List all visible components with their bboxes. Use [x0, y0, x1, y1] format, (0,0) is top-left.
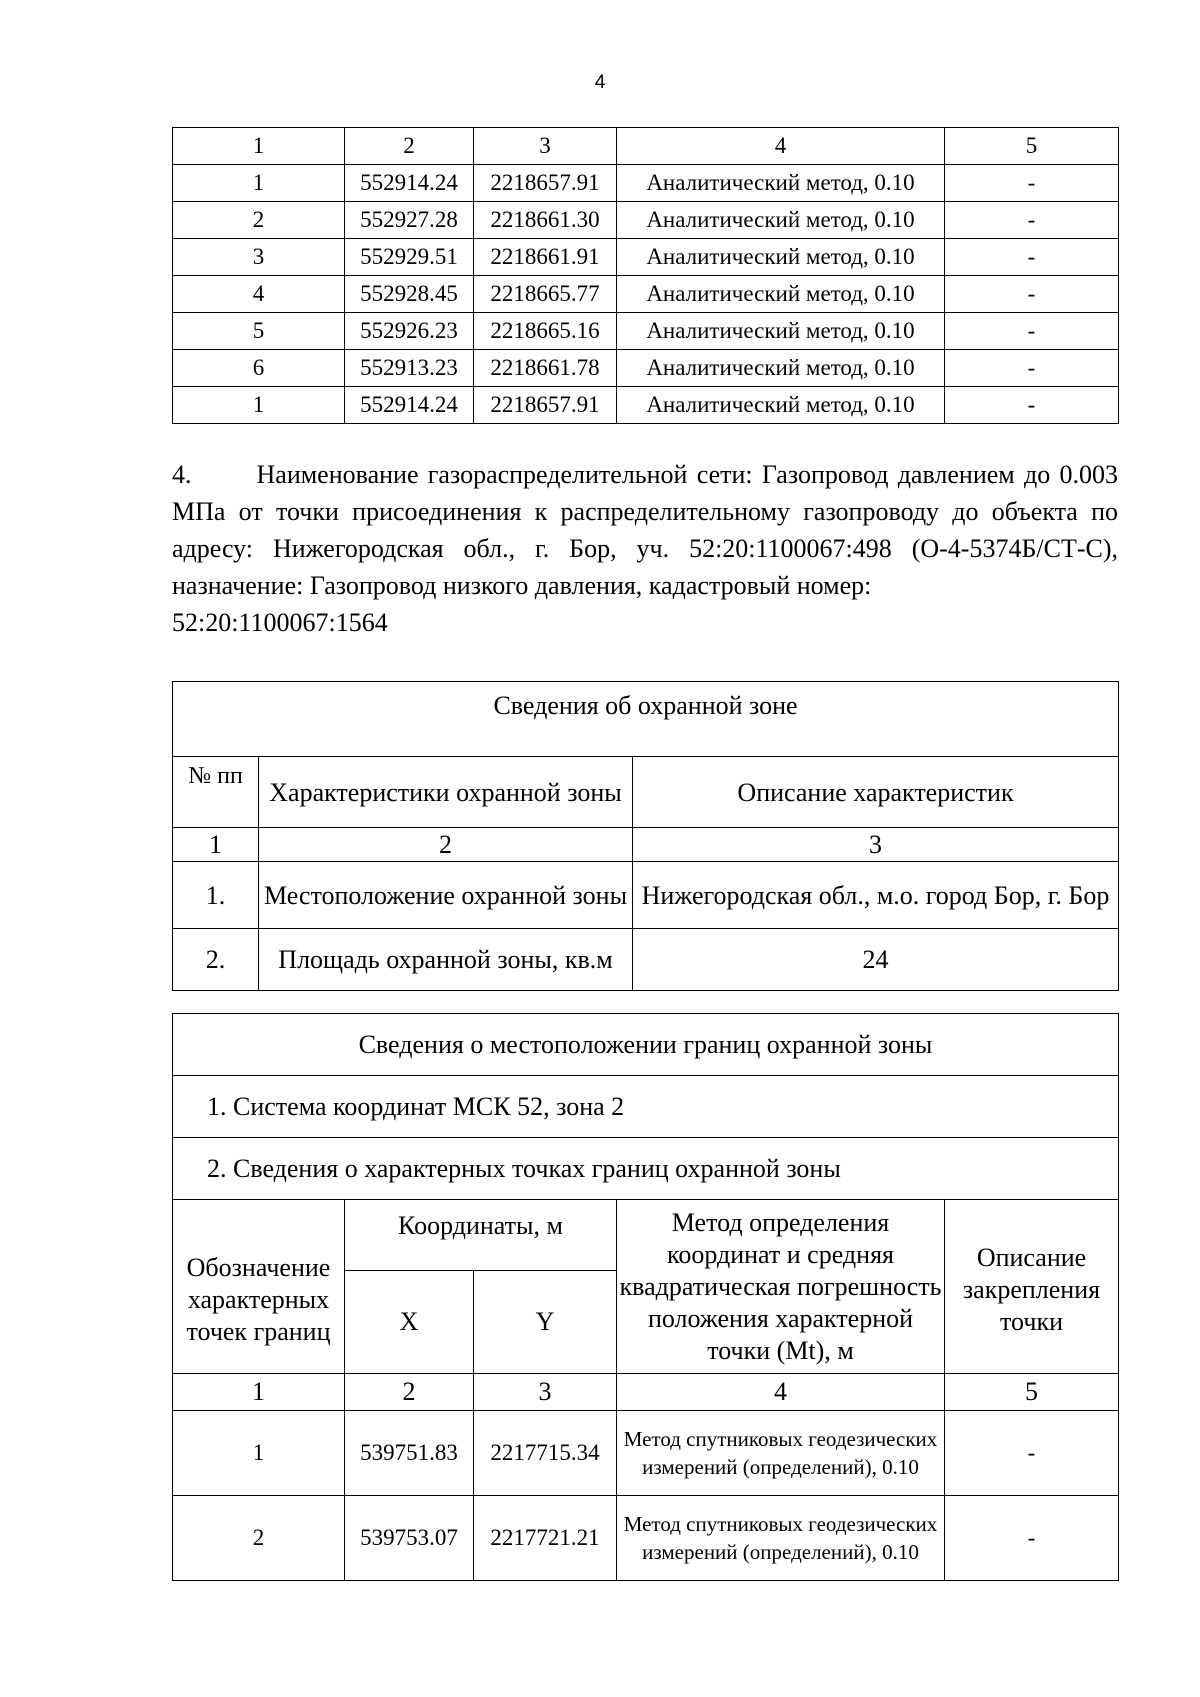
section-paragraph	[172, 456, 1118, 641]
coord-y: 2218665.77	[474, 276, 617, 313]
table-title: Сведения о местоположении границ охранной зоны	[173, 1014, 1119, 1076]
table-row	[173, 1496, 1119, 1581]
coord-x: 552928.45	[345, 276, 474, 313]
points-title: 2. Сведения о характерных точках границ охранной зоны	[173, 1138, 1119, 1200]
index-cell: 2	[345, 1374, 474, 1411]
fixation: -	[945, 239, 1119, 276]
coord-x: 552929.51	[345, 239, 474, 276]
point-number: 5	[173, 313, 345, 350]
coord-x: 552913.23	[345, 350, 474, 387]
header-coordinates: Координаты, м	[345, 1200, 617, 1271]
header-characteristics: Характеристики охранной зоны	[259, 757, 633, 828]
fixation: -	[945, 387, 1119, 424]
header-x: X	[345, 1271, 474, 1374]
coord-system: 1. Система координат МСК 52, зона 2	[173, 1076, 1119, 1138]
index-cell: 5	[945, 1374, 1119, 1411]
points-title-row	[173, 1138, 1119, 1200]
point-number: 1	[173, 1411, 345, 1496]
fixation: -	[945, 1411, 1119, 1496]
table-header-row	[173, 1200, 1119, 1271]
table-row	[173, 1411, 1119, 1496]
method: Аналитический метод, 0.10	[617, 239, 945, 276]
index-cell: 1	[173, 1374, 345, 1411]
point-number: 1	[173, 165, 345, 202]
table-index-row	[173, 1374, 1119, 1411]
row-description: Нижегородская обл., м.о. город Бор, г. Бор	[633, 862, 1119, 929]
coord-y: 2217721.21	[474, 1496, 617, 1581]
coord-x: 539753.07	[345, 1496, 474, 1581]
coord-x: 552927.28	[345, 202, 474, 239]
table-row	[173, 165, 1119, 202]
cadastral-number: 52:20:1100067:1564	[172, 608, 388, 637]
table-row	[173, 202, 1119, 239]
header-cell: 3	[474, 128, 617, 165]
table-title-row	[173, 682, 1119, 757]
table-title: Сведения об охранной зоне	[173, 682, 1119, 757]
coord-y: 2218657.91	[474, 165, 617, 202]
table-row	[173, 239, 1119, 276]
fixation: -	[945, 350, 1119, 387]
coord-system-row	[173, 1076, 1119, 1138]
index-cell: 1	[173, 828, 259, 862]
header-cell: 5	[945, 128, 1119, 165]
method: Метод спутниковых геодезических измерений (определений), 0.10	[617, 1411, 945, 1496]
header-fixation: Описание закрепления точки	[945, 1200, 1119, 1374]
fixation: -	[945, 1496, 1119, 1581]
boundary-table	[172, 1013, 1119, 1581]
index-cell: 4	[617, 1374, 945, 1411]
table-row	[173, 862, 1119, 929]
table-row	[173, 313, 1119, 350]
table-title-row	[173, 1014, 1119, 1076]
row-number: 2.	[173, 929, 259, 991]
fixation: -	[945, 202, 1119, 239]
coord-x: 552914.24	[345, 387, 474, 424]
coord-y: 2218661.78	[474, 350, 617, 387]
row-description: 24	[633, 929, 1119, 991]
row-number: 1.	[173, 862, 259, 929]
section-text: Наименование газораспределительной сети: Газопровод давлением до 0.003 МПа от точки присоединения к распределительному газопроводу до объекта по адресу: Нижегородская обл., г. Бор, уч. 52:20:1100067:498 (О-4-5374Б/СТ-С), назначение: Газопровод низкого давления, кадастровый номер:	[172, 460, 1118, 600]
fixation: -	[945, 276, 1119, 313]
index-cell: 3	[474, 1374, 617, 1411]
point-number: 2	[173, 1496, 345, 1581]
point-number: 4	[173, 276, 345, 313]
table-row	[173, 929, 1119, 991]
header-number: № пп	[173, 757, 259, 828]
row-characteristic: Местоположение охранной зоны	[259, 862, 633, 929]
table-index-row	[173, 828, 1119, 862]
fixation: -	[945, 313, 1119, 350]
header-cell: 2	[345, 128, 474, 165]
header-description: Описание характеристик	[633, 757, 1119, 828]
coord-x: 539751.83	[345, 1411, 474, 1496]
coord-y: 2218657.91	[474, 387, 617, 424]
coord-x: 552926.23	[345, 313, 474, 350]
point-number: 1	[173, 387, 345, 424]
coord-y: 2218661.91	[474, 239, 617, 276]
table-row	[173, 350, 1119, 387]
method: Метод спутниковых геодезических измерений (определений), 0.10	[617, 1496, 945, 1581]
method: Аналитический метод, 0.10	[617, 387, 945, 424]
header-method: Метод определения координат и средняя квадратическая погрешность положения характерной точки (Mt), м	[617, 1200, 945, 1374]
coord-y: 2217715.34	[474, 1411, 617, 1496]
coord-y: 2218665.16	[474, 313, 617, 350]
index-cell: 3	[633, 828, 1119, 862]
method: Аналитический метод, 0.10	[617, 165, 945, 202]
table-row	[173, 387, 1119, 424]
table-row	[173, 276, 1119, 313]
point-number: 2	[173, 202, 345, 239]
method: Аналитический метод, 0.10	[617, 350, 945, 387]
coord-x: 552914.24	[345, 165, 474, 202]
page-number: 4	[594, 72, 606, 93]
method: Аналитический метод, 0.10	[617, 202, 945, 239]
section-number: 4.	[172, 460, 192, 489]
header-designation: Обозначение характерных точек границ	[173, 1200, 345, 1374]
point-number: 3	[173, 239, 345, 276]
fixation: -	[945, 165, 1119, 202]
table-header-row	[173, 757, 1119, 828]
header-cell: 1	[173, 128, 345, 165]
coordinates-table	[172, 127, 1119, 424]
row-characteristic: Площадь охранной зоны, кв.м	[259, 929, 633, 991]
coord-y: 2218661.30	[474, 202, 617, 239]
point-number: 6	[173, 350, 345, 387]
zone-info-table	[172, 681, 1119, 991]
method: Аналитический метод, 0.10	[617, 276, 945, 313]
method: Аналитический метод, 0.10	[617, 313, 945, 350]
header-cell: 4	[617, 128, 945, 165]
table-header-row	[173, 128, 1119, 165]
header-y: Y	[474, 1271, 617, 1374]
index-cell: 2	[259, 828, 633, 862]
